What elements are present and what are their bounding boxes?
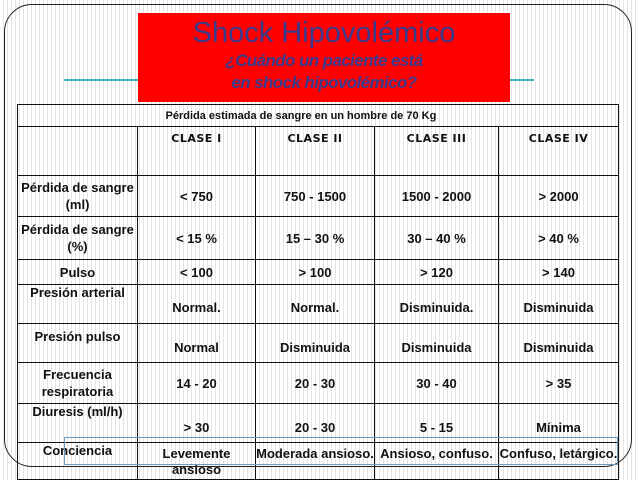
table-row bbox=[18, 285, 619, 324]
cell: > 40 % bbox=[499, 217, 619, 260]
column-header: CLASE IV bbox=[499, 127, 619, 176]
cell: 30 - 40 bbox=[375, 363, 499, 404]
column-header: CLASE II bbox=[256, 127, 375, 176]
row-label: Conciencia bbox=[18, 443, 138, 480]
table-title-row bbox=[18, 105, 619, 127]
cell: > 35 bbox=[499, 363, 619, 404]
cell: Disminuida. bbox=[375, 285, 499, 324]
table-row bbox=[18, 404, 619, 443]
column-header: CLASE I bbox=[138, 127, 256, 176]
table-row bbox=[18, 443, 619, 480]
row-label: Pérdida de sangre (%) bbox=[18, 217, 138, 260]
row-label: Frecuencia respiratoria bbox=[18, 363, 138, 404]
row-label: Pérdida de sangre (ml) bbox=[18, 176, 138, 217]
table-row bbox=[18, 176, 619, 217]
slide-subtitle-line1: ¿Cuándo un paciente está bbox=[225, 51, 423, 70]
cell: Mínima bbox=[499, 404, 619, 443]
cell: Confuso, letárgico. bbox=[499, 443, 619, 480]
column-header: CLASE III bbox=[375, 127, 499, 176]
cell: > 100 bbox=[256, 260, 375, 285]
cell: > 120 bbox=[375, 260, 499, 285]
row-label: Presión pulso bbox=[18, 324, 138, 363]
cell: Disminuida bbox=[256, 324, 375, 363]
cell: < 15 % bbox=[138, 217, 256, 260]
cell: 20 - 30 bbox=[256, 404, 375, 443]
cell: > 30 bbox=[138, 404, 256, 443]
cell: 14 - 20 bbox=[138, 363, 256, 404]
row-label: Pulso bbox=[18, 260, 138, 285]
table-title-empty bbox=[18, 105, 138, 127]
cell: > 2000 bbox=[499, 176, 619, 217]
cell: 5 - 15 bbox=[375, 404, 499, 443]
table-row bbox=[18, 363, 619, 404]
slide-title: Shock Hipovolémico bbox=[192, 17, 456, 49]
slide-subtitle-line2: en shock hipovolémico? bbox=[231, 73, 417, 92]
header-empty-cell bbox=[18, 127, 138, 176]
shock-classification-table bbox=[17, 104, 619, 480]
cell: > 140 bbox=[499, 260, 619, 285]
cell: < 750 bbox=[138, 176, 256, 217]
cell: Disminuida bbox=[499, 285, 619, 324]
table-header-row bbox=[18, 127, 619, 176]
title-banner bbox=[138, 13, 510, 102]
cell: Moderada ansioso. bbox=[256, 443, 375, 480]
row-label: Presión arterial bbox=[18, 285, 138, 324]
cell: Ansioso, confuso. bbox=[375, 443, 499, 480]
table-title bbox=[138, 105, 619, 127]
table-row bbox=[18, 260, 619, 285]
table-row bbox=[18, 217, 619, 260]
table-row bbox=[18, 324, 619, 363]
cell: Levemente ansioso bbox=[138, 443, 256, 480]
cell: 30 – 40 % bbox=[375, 217, 499, 260]
cell: Normal. bbox=[256, 285, 375, 324]
cell: < 100 bbox=[138, 260, 256, 285]
cell: Disminuida bbox=[499, 324, 619, 363]
row-label: Diuresis (ml/h) bbox=[18, 404, 138, 443]
cell: Normal. bbox=[138, 285, 256, 324]
cell: 750 - 1500 bbox=[256, 176, 375, 217]
table-title-text: Pérdida estimada de sangre en un hombre de 70 Kg bbox=[165, 109, 437, 122]
cell: 1500 - 2000 bbox=[375, 176, 499, 217]
cell: 20 - 30 bbox=[256, 363, 375, 404]
cell: 15 – 30 % bbox=[256, 217, 375, 260]
cell: Disminuida bbox=[375, 324, 499, 363]
cell: Normal bbox=[138, 324, 256, 363]
